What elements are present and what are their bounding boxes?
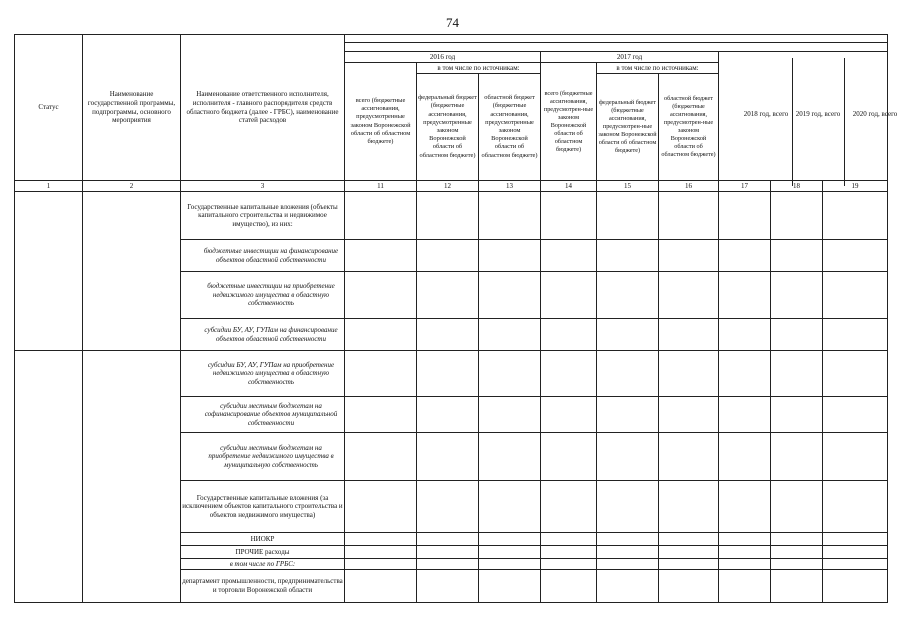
row-capital-investments: Государственные капитальные вложения (объекты капитального строительства и недвижимое имущество), из них: <box>181 192 345 240</box>
header-year-2016: 2016 год <box>345 52 541 63</box>
header-top-gap <box>345 35 888 43</box>
row-subsidies-bu-property: субсидии БУ, АУ, ГУПам на приобретение недвижимого имущества в областную собственность <box>181 351 345 397</box>
divider-2019 <box>844 58 845 186</box>
col-number-12: 12 <box>417 181 479 192</box>
row-capital-other: Государственные капитальные вложения (за исключением объектов капитального строительства и объектов недвижимого имущества) <box>181 481 345 533</box>
col-number-13: 13 <box>479 181 541 192</box>
row-niokr: НИОКР <box>181 533 345 546</box>
header-status: Статус <box>15 35 83 181</box>
header-2020: 2020 год, всего <box>852 110 898 118</box>
header-sources-2016: в том числе по источникам: <box>417 63 541 74</box>
status-cell-1 <box>15 192 83 351</box>
header-total-2016: всего (бюджетные ассигнования, предусмотренные законом Воронежской области об областном бюджете) <box>345 63 417 181</box>
budget-table <box>14 34 888 603</box>
col-number-11: 11 <box>345 181 417 192</box>
page-number: 74 <box>446 15 459 30</box>
header-executor: Наименование ответственного исполнителя, исполнителя - главного распорядителя средств областного бюджета (далее - ГРБС), наименование статей расходов <box>181 35 345 181</box>
row-subsidies-local-objects: субсидии местным бюджетам на софинансирование объектов муниципальной собственности <box>181 397 345 433</box>
header-sources-2017: в том числе по источникам: <box>597 63 719 74</box>
col-number-15: 15 <box>597 181 659 192</box>
col-number-16: 16 <box>659 181 719 192</box>
header-year-2017: 2017 год <box>541 52 719 63</box>
row-subsidies-local-property: субсидии местным бюджетам на приобретение недвижимого имущества в муниципальную собственность <box>181 433 345 481</box>
divider-2018 <box>792 58 793 186</box>
row-other-expenses: ПРОЧИЕ расходы <box>181 546 345 559</box>
header-federal-2016: федеральный бюджет (бюджетные ассигнования, предусмотренные законом Воронежской области об областном бюджете) <box>417 74 479 181</box>
program-cell-1 <box>83 192 181 351</box>
col-number-3: 3 <box>181 181 345 192</box>
row-budget-invest-property: бюджетные инвестиции на приобретение недвижимого имущества в областную собственность <box>181 272 345 319</box>
row-budget-invest-objects: бюджетные инвестиции на финансирование объектов областной собственности <box>181 240 345 272</box>
col-number-1: 1 <box>15 181 83 192</box>
header-2019: 2019 год, всего <box>795 110 841 118</box>
header-regional-2017: областной бюджет (бюджетные ассигнования, предусмотрен-ные законом Воронежской области об областном бюджете) <box>659 74 719 181</box>
header-federal-2017: федеральный бюджет (бюджетные ассигнования, предусмотрен-ные законом Воронежской области об областном бюджете) <box>597 74 659 181</box>
row-dept-industry: департамент промышленности, предпринимательства и торговли Воронежской области <box>181 570 345 603</box>
col-number-18: 18 <box>771 181 823 192</box>
header-program: Наименование государственной программы, подпрограммы, основного мероприятия <box>83 35 181 181</box>
row-subsidies-bu-objects: субсидии БУ, АУ, ГУПам на финансирование объектов областной собственности <box>181 319 345 351</box>
header-second-gap <box>345 43 888 52</box>
header-2018: 2018 год, всего <box>743 110 789 118</box>
program-cell-2 <box>83 351 181 603</box>
col-number-19: 19 <box>823 181 888 192</box>
status-cell-2 <box>15 351 83 603</box>
col-number-17: 17 <box>719 181 771 192</box>
header-regional-2016: областной бюджет (бюджетные ассигнования, предусмотренные законом Воронежской области об областном бюджете) <box>479 74 541 181</box>
row-by-grbs: в том числе по ГРБС: <box>181 559 345 570</box>
col-number-2: 2 <box>83 181 181 192</box>
col-number-14: 14 <box>541 181 597 192</box>
header-total-2017: всего (бюджетные ассигнования, предусмотрен-ные законом Воронежской области об областном бюджете) <box>541 63 597 181</box>
